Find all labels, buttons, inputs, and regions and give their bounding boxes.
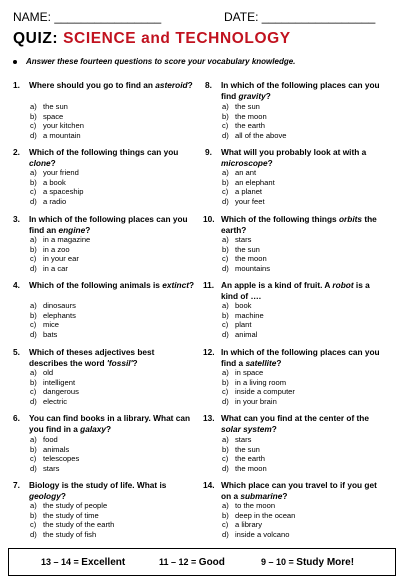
page-title <box>13 30 291 48</box>
question-text-part: Which of the following things <box>221 214 339 224</box>
answer-option <box>30 320 76 330</box>
answer-options <box>30 435 79 473</box>
question-number: 1. <box>13 80 20 90</box>
option-letter: a) <box>30 301 37 310</box>
answer-option <box>30 511 114 521</box>
answer-option <box>30 445 79 455</box>
option-text: a spaceship <box>43 187 84 197</box>
option-letter: a) <box>222 501 229 510</box>
option-letter: a) <box>222 301 229 310</box>
option-letter: a) <box>30 501 37 510</box>
vocabulary-word: solar system <box>221 423 272 434</box>
option-text: in a magazine <box>43 235 91 244</box>
question-text-part: ? <box>50 157 56 168</box>
score-item <box>261 557 354 568</box>
option-letter: a) <box>222 368 229 377</box>
option-text: inside a volcano <box>235 529 290 539</box>
question-text-part: Which of the following animals is <box>29 280 163 290</box>
option-text: the sun <box>43 102 68 111</box>
answer-option <box>222 168 275 178</box>
answer-option <box>222 112 287 122</box>
question-text <box>221 347 387 368</box>
vocabulary-word: orbits <box>338 214 363 224</box>
answer-option <box>222 454 267 464</box>
question-text-part: the earth? <box>221 214 377 235</box>
option-text: book <box>235 301 252 310</box>
option-letter: a) <box>30 435 37 444</box>
question-text-part: In which of the following places can you find a <box>221 347 380 368</box>
answer-option <box>30 187 84 197</box>
option-text: space <box>43 111 64 121</box>
answer-option <box>222 501 295 511</box>
question-text <box>221 214 387 235</box>
question-text <box>221 147 387 168</box>
question-text-part: An apple is a kind of fruit. A <box>221 280 333 290</box>
answer-options <box>222 235 270 273</box>
option-text: in a zoo <box>43 244 70 254</box>
option-text: your kitchen <box>43 121 84 131</box>
option-letter: c) <box>222 121 229 131</box>
answer-option <box>222 464 267 474</box>
question-text-part: ? <box>265 90 271 101</box>
answer-options <box>222 435 267 473</box>
answer-option <box>222 245 270 255</box>
option-text: the sun <box>235 102 260 111</box>
answer-option <box>30 245 90 255</box>
option-text: electric <box>43 396 68 406</box>
option-text: deep in the ocean <box>235 510 296 520</box>
option-text: all of the above <box>235 130 287 140</box>
option-letter: c) <box>222 387 229 397</box>
question-text-part: ? <box>85 224 91 235</box>
answer-options <box>30 501 114 539</box>
score-item <box>159 557 225 568</box>
option-letter: d) <box>30 396 37 406</box>
option-letter: d) <box>30 529 37 539</box>
option-text: the sun <box>235 244 260 254</box>
answer-option <box>30 311 76 321</box>
question-number: 14. <box>203 480 215 490</box>
score-label: Study More! <box>296 557 355 568</box>
option-text: stars <box>235 435 252 444</box>
option-letter: c) <box>222 187 229 197</box>
option-letter: b) <box>222 510 229 520</box>
vocabulary-word: extinct <box>162 280 189 290</box>
answer-option <box>30 387 79 397</box>
answer-option <box>30 102 84 112</box>
answer-option <box>30 501 114 511</box>
answer-option <box>222 520 295 530</box>
question-text-part: What can you find at the center of the <box>221 413 369 423</box>
question-text <box>29 147 195 168</box>
title-prefix: QUIZ: <box>13 30 64 47</box>
answer-options <box>30 368 79 406</box>
option-text: to the moon <box>235 501 276 510</box>
answer-option <box>30 520 114 530</box>
option-text: stars <box>43 463 60 473</box>
question-text-part: ? <box>282 490 288 501</box>
option-text: bats <box>43 329 58 339</box>
option-text: intelligent <box>43 377 76 387</box>
question-text <box>29 280 195 291</box>
option-letter: d) <box>30 463 37 473</box>
option-text: dinosaurs <box>43 301 76 310</box>
question-text-part: ? <box>187 80 193 90</box>
header <box>13 10 394 28</box>
option-text: in space <box>235 368 264 377</box>
title-subject: SCIENCE and TECHNOLOGY <box>63 30 291 47</box>
option-letter: b) <box>30 444 37 454</box>
option-text: dangerous <box>43 387 79 397</box>
answer-options <box>222 168 275 206</box>
question-number: 9. <box>205 147 212 157</box>
question-number: 7. <box>13 480 20 490</box>
score-range: 11 – 12 = <box>159 557 199 567</box>
answer-option <box>222 378 295 388</box>
question-number: 13. <box>203 413 215 423</box>
option-text: plant <box>235 320 252 330</box>
date-field: DATE: _________________ <box>224 10 376 24</box>
answer-option <box>30 197 84 207</box>
option-text: your feet <box>235 196 265 206</box>
question-number: 11. <box>203 280 215 290</box>
question-text-part: ? <box>106 423 112 434</box>
question-text-part: ? <box>188 280 195 290</box>
option-text: old <box>43 368 54 377</box>
score-box <box>8 548 396 576</box>
option-text: an ant <box>235 168 257 177</box>
answer-option <box>30 330 76 340</box>
answer-option <box>222 511 295 521</box>
option-text: mountains <box>235 263 271 273</box>
answer-options <box>222 368 295 406</box>
option-letter: a) <box>30 102 37 111</box>
option-text: animals <box>43 444 70 454</box>
option-letter: d) <box>222 529 229 539</box>
option-text: a planet <box>235 187 263 197</box>
vocabulary-word: galaxy <box>80 423 107 434</box>
question-text-part: ? <box>276 357 282 368</box>
option-letter: d) <box>222 463 229 473</box>
answer-option <box>222 121 287 131</box>
answer-option <box>222 320 264 330</box>
vocabulary-word: clone <box>29 157 51 168</box>
option-letter: b) <box>222 444 229 454</box>
question-text <box>221 80 387 101</box>
option-letter: b) <box>30 111 37 121</box>
answer-option <box>30 397 79 407</box>
option-letter: d) <box>30 196 37 206</box>
question-number: 6. <box>13 413 20 423</box>
option-text: the earth <box>235 121 265 131</box>
answer-option <box>222 264 270 274</box>
instruction <box>13 57 295 66</box>
option-letter: d) <box>30 130 37 140</box>
question-text-part: ? <box>132 357 138 368</box>
option-letter: d) <box>30 329 37 339</box>
option-letter: d) <box>222 263 229 273</box>
option-text: inside a computer <box>235 387 295 397</box>
option-text: the moon <box>235 254 267 264</box>
answer-option <box>222 235 270 245</box>
vocabulary-word: robot <box>332 280 354 290</box>
option-text: machine <box>235 310 264 320</box>
answer-option <box>30 454 79 464</box>
question-text-part: is a kind of …. <box>221 280 370 301</box>
option-letter: c) <box>30 254 37 264</box>
option-letter: b) <box>222 244 229 254</box>
answer-options <box>222 501 295 539</box>
answer-options <box>30 301 76 339</box>
question-text <box>221 413 387 434</box>
option-text: animal <box>235 329 258 339</box>
option-letter: a) <box>222 235 229 244</box>
answer-option <box>30 464 79 474</box>
question-text <box>221 280 387 301</box>
option-text: the study of fish <box>43 529 97 539</box>
option-text: the earth <box>235 454 265 464</box>
option-letter: b) <box>222 310 229 320</box>
answer-options <box>222 301 264 339</box>
question-text-part: Which of the following things can you <box>29 147 179 157</box>
option-letter: b) <box>222 377 229 387</box>
option-text: mice <box>43 320 60 330</box>
option-letter: a) <box>30 235 37 244</box>
answer-option <box>222 102 287 112</box>
question-number: 5. <box>13 347 20 357</box>
answer-option <box>30 264 90 274</box>
answer-option <box>222 131 287 141</box>
option-text: a radio <box>43 196 67 206</box>
answer-option <box>222 301 264 311</box>
option-letter: c) <box>30 454 37 464</box>
option-letter: b) <box>30 244 37 254</box>
question-text-part: In which of the following places can you find an <box>29 214 188 235</box>
option-text: the study of time <box>43 510 99 520</box>
option-text: the moon <box>235 111 267 121</box>
option-text: the sun <box>235 444 260 454</box>
option-letter: a) <box>222 102 229 111</box>
option-letter: c) <box>30 121 37 131</box>
option-letter: c) <box>222 320 229 330</box>
option-letter: b) <box>30 177 37 187</box>
option-letter: a) <box>222 168 229 177</box>
question-text-part: In which of the following places can you find <box>221 80 380 101</box>
option-text: food <box>43 435 58 444</box>
question-text <box>29 413 195 434</box>
question-number: 2. <box>13 147 20 157</box>
answer-option <box>222 397 295 407</box>
vocabulary-word: engine <box>58 224 86 235</box>
option-letter: a) <box>30 168 37 177</box>
question-text-part: Which place can you travel to if you get on a <box>221 480 377 501</box>
answer-option <box>30 112 84 122</box>
vocabulary-word: gravity <box>238 90 266 101</box>
score-item <box>41 557 125 568</box>
answer-option <box>222 254 270 264</box>
question-text <box>29 347 195 368</box>
option-text: the study of people <box>43 501 108 510</box>
option-letter: b) <box>222 177 229 187</box>
option-text: telescopes <box>43 454 80 464</box>
option-letter: c) <box>30 187 37 197</box>
question-text-part: Biology is the study of life. What is <box>29 480 167 490</box>
option-text: the study of the earth <box>43 520 115 530</box>
option-letter: b) <box>30 510 37 520</box>
vocabulary-word: submarine <box>240 490 283 501</box>
answer-option <box>30 168 84 178</box>
option-letter: a) <box>222 435 229 444</box>
question-number: 8. <box>205 80 212 90</box>
answer-option <box>30 378 79 388</box>
answer-option <box>222 368 295 378</box>
answer-option <box>222 530 295 540</box>
option-letter: c) <box>30 387 37 397</box>
vocabulary-word: microscope <box>221 157 268 168</box>
instruction-text: Answer these fourteen questions to score your vocabulary knowledge. <box>26 57 296 66</box>
answer-option <box>30 368 79 378</box>
answer-option <box>222 387 295 397</box>
option-letter: b) <box>222 111 229 121</box>
question-number: 10. <box>203 214 215 224</box>
option-letter: c) <box>30 320 37 330</box>
option-text: in a car <box>43 263 68 273</box>
question-text-part: ? <box>267 157 273 168</box>
option-text: stars <box>235 235 252 244</box>
option-letter: b) <box>30 377 37 387</box>
question-text-part: What will you probably look at with a <box>221 147 367 157</box>
answer-option <box>30 435 79 445</box>
option-text: in your brain <box>235 396 277 406</box>
answer-option <box>222 435 267 445</box>
option-text: a book <box>43 177 66 187</box>
question-text-part: ? <box>60 490 66 501</box>
answer-option <box>222 445 267 455</box>
answer-option <box>30 131 84 141</box>
score-range: 13 – 14 = <box>41 557 82 567</box>
question-text <box>221 480 387 501</box>
option-letter: c) <box>222 520 229 530</box>
question-number: 3. <box>13 214 20 224</box>
option-letter: d) <box>222 329 229 339</box>
name-field: NAME: ________________ <box>13 10 162 24</box>
option-text: a mountain <box>43 130 81 140</box>
option-letter: d) <box>222 396 229 406</box>
question-text <box>29 80 195 91</box>
option-letter: d) <box>30 263 37 273</box>
question-text-part: Where should you go to find an <box>29 80 156 90</box>
answer-option <box>30 235 90 245</box>
option-letter: d) <box>222 196 229 206</box>
bullet-icon <box>13 60 17 64</box>
answer-option <box>222 197 275 207</box>
option-letter: a) <box>30 368 37 377</box>
answer-options <box>30 235 90 273</box>
answer-option <box>30 301 76 311</box>
question-number: 12. <box>203 347 215 357</box>
score-range: 9 – 10 = <box>261 557 297 567</box>
option-text: the moon <box>235 463 267 473</box>
question-text <box>29 214 195 235</box>
answer-option <box>30 530 114 540</box>
question-text-part: ? <box>271 423 277 434</box>
score-label: Good <box>198 557 225 568</box>
answer-options <box>30 102 84 140</box>
score-label: Excellent <box>81 557 126 568</box>
option-text: elephants <box>43 310 76 320</box>
question-number: 4. <box>13 280 20 290</box>
vocabulary-word: asteroid <box>155 80 188 90</box>
vocabulary-word: satellite <box>245 357 277 368</box>
option-text: your friend <box>43 168 79 177</box>
option-letter: c) <box>222 254 229 264</box>
option-letter: c) <box>222 454 229 464</box>
option-letter: d) <box>222 130 229 140</box>
vocabulary-word: 'fossil' <box>106 357 133 368</box>
answer-option <box>222 187 275 197</box>
answer-options <box>222 102 287 140</box>
vocabulary-word: geology <box>29 490 61 501</box>
answer-options <box>30 168 84 206</box>
answer-option <box>30 121 84 131</box>
answer-option <box>222 178 275 188</box>
answer-option <box>30 178 84 188</box>
answer-option <box>222 330 264 340</box>
option-text: a library <box>235 520 263 530</box>
option-letter: c) <box>30 520 37 530</box>
option-text: an elephant <box>235 177 275 187</box>
answer-option <box>30 254 90 264</box>
question-text-part: Which of theses adjectives best describes the word <box>29 347 155 368</box>
option-letter: b) <box>30 310 37 320</box>
option-text: in your ear <box>43 254 79 264</box>
answer-option <box>222 311 264 321</box>
question-text <box>29 480 195 501</box>
question-text-part: You can find books in a library. What can you find in a <box>29 413 191 434</box>
option-text: in a living room <box>235 377 287 387</box>
